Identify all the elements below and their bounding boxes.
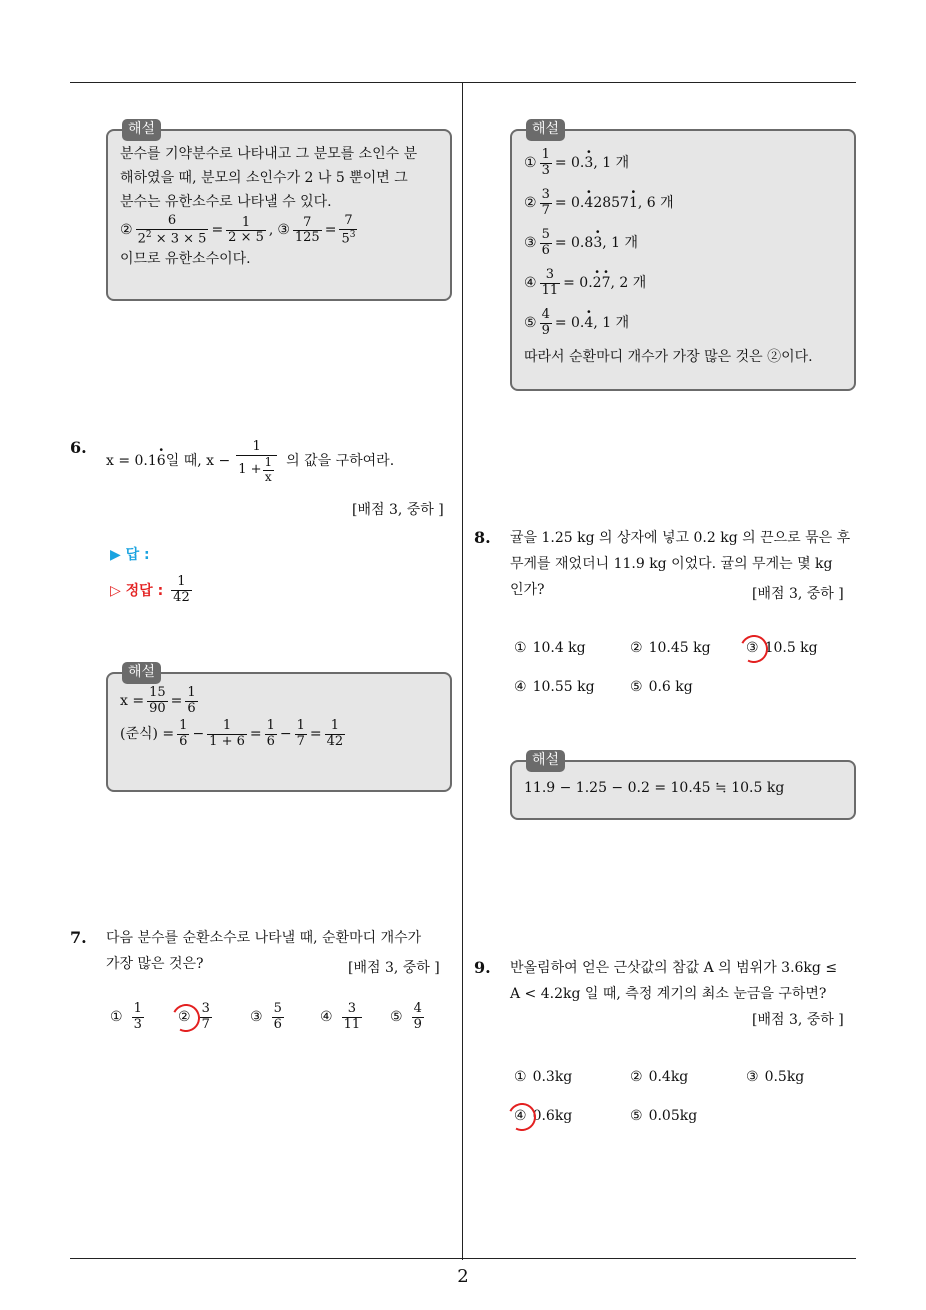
choice-mark: ① — [524, 154, 537, 171]
question-6-text: x = 0.1 6 · 일 때, x − 1 1 + $\frac{1}{x}$ 의 값을 구하여라. — [106, 440, 394, 485]
choice-option[interactable] — [320, 1002, 365, 1033]
explanation-tag: 해설 — [122, 119, 161, 141]
question-number: 8. — [474, 528, 491, 547]
choice-mark: ③ — [746, 640, 759, 656]
choice-option[interactable] — [514, 1069, 572, 1085]
choice-option[interactable] — [630, 640, 711, 656]
explanation-formula: ② $\frac{6}{2^2 \times 3 \times 5}$ = $\frac{1}{2 \times 5}$ , ③ $\frac{7}{125}$ = $\frac{7}{5^3}$ — [120, 213, 356, 247]
choice-option[interactable] — [514, 640, 586, 656]
choice-mark: ⑤ — [524, 314, 537, 331]
explanation-line: 분수는 유한소수로 나타낼 수 있다. — [120, 193, 332, 210]
question-score: [배점 3, 중하 ] — [752, 586, 844, 602]
fraction: $\frac{4}{9}$ — [413, 1001, 422, 1032]
column-divider — [462, 82, 463, 1260]
choice-text: 10.55 kg — [532, 679, 595, 695]
question-8-text: 귤을 1.25 kg 의 상자에 넣고 0.2 kg 의 끈으로 묶은 후 무게를 재었더니 11.9 kg 이었다. 귤의 무게는 몇 kg 인가? — [510, 530, 851, 598]
fraction: $\frac{4}{9}$ — [541, 306, 550, 338]
choice-mark: ① — [514, 640, 527, 656]
choice-option[interactable] — [746, 640, 818, 656]
choice-text: 0.6kg — [532, 1108, 573, 1124]
fraction: $\frac{1}{42}$ — [173, 574, 190, 605]
question-number: 6. — [70, 438, 87, 457]
decimal-row: ⑤ $\frac{4}{9}$ = 0. 4 · , 1 개 — [524, 303, 842, 343]
explanation-tag: 해설 — [526, 750, 565, 772]
choice-mark: ④ — [320, 1009, 333, 1026]
decimal-list — [524, 143, 842, 343]
choice-mark: ③ — [250, 1009, 263, 1026]
choice-mark: ② — [120, 222, 133, 239]
explanation-formula: 11.9 − 1.25 − 0.2 = 10.45 ≒ 10.5 kg — [524, 780, 785, 796]
choice-mark: ④ — [514, 679, 527, 695]
fraction: $\frac{3}{7}$ — [541, 186, 550, 218]
choice-option[interactable] — [110, 1002, 147, 1033]
question-score: [배점 3, 중하 ] — [352, 502, 444, 518]
decimal-row: ① $\frac{1}{3}$ = 0. 3 · , 1 개 — [524, 143, 842, 183]
explanation-tag: 해설 — [122, 662, 161, 684]
explanation-box-8 — [510, 752, 856, 820]
choice-mark: ① — [514, 1069, 527, 1085]
fraction: 1 1 + $\frac{1}{x}$ — [236, 440, 277, 485]
choice-mark: ⑤ — [630, 679, 643, 695]
explanation-box-7 — [510, 121, 856, 391]
choice-text: 10.5 kg — [764, 640, 818, 656]
choice-text: 0.4kg — [648, 1069, 689, 1085]
explanation-conclusion: 따라서 순환마디 개수가 가장 많은 것은 ②이다. — [524, 349, 813, 365]
fraction: $\frac{6}{2^2 \times 3 \times 5}$ — [137, 213, 207, 247]
choice-mark: ③ — [277, 222, 290, 239]
fraction: $\frac{5}{6}$ — [273, 1001, 282, 1032]
decimal-row: ③ $\frac{5}{6}$ = 0. 8 3 · , 1 개 — [524, 223, 842, 263]
question-number: 7. — [70, 928, 87, 947]
choice-mark: ② — [178, 1009, 191, 1026]
choice-option[interactable] — [746, 1069, 804, 1085]
explanation-formula: (준식) = $\frac{1}{6}$ − $\frac{1}{1 + 6}$ = $\frac{1}{6}$ − $\frac{1}{7}$ = $\frac{1}{42}$ — [120, 717, 344, 749]
question-9-text: 반올림하여 얻은 근삿값의 참값 A 의 범위가 3.6kg ≤ A < 4.2kg 일 때, 측정 계기의 최소 눈금을 구하면? — [510, 960, 838, 1002]
bottom-rule — [70, 1258, 856, 1259]
explanation-formula: x = $\frac{15}{90}$ = $\frac{1}{6}$ — [120, 685, 196, 716]
fraction: $\frac{1}{2 \times 5}$ — [228, 214, 264, 246]
fraction: $\frac{7}{125}$ — [294, 214, 320, 246]
choice-mark: ③ — [746, 1069, 759, 1085]
choice-mark: ② — [630, 640, 643, 656]
choice-option[interactable] — [630, 1069, 688, 1085]
choice-mark: ② — [630, 1069, 643, 1085]
choice-mark: ② — [524, 194, 537, 211]
fraction: $\frac{1}{3}$ — [133, 1001, 142, 1032]
question-7-text: 다음 분수를 순환소수로 나타낼 때, 순환마디 개수가 가장 많은 것은? — [106, 930, 422, 972]
question-score: [배점 3, 중하 ] — [752, 1012, 844, 1028]
explanation-box-5 — [106, 121, 452, 301]
question-number: 9. — [474, 958, 491, 977]
question-score: [배점 3, 중하 ] — [348, 960, 440, 976]
top-rule — [70, 82, 856, 83]
decimal-row: ② $\frac{3}{7}$ = 0. 4 · 2857 1 · , 6 개 — [524, 183, 842, 223]
fraction: $\frac{3}{11}$ — [541, 266, 559, 298]
choice-mark: ⑤ — [390, 1009, 403, 1026]
explanation-tag: 해설 — [526, 119, 565, 141]
fraction: $\frac{5}{6}$ — [541, 226, 550, 258]
choice-option[interactable] — [178, 1002, 215, 1033]
choice-option[interactable] — [390, 1002, 427, 1033]
choice-text: 0.05kg — [648, 1108, 698, 1124]
choice-option[interactable] — [630, 679, 693, 695]
choice-text: 10.45 kg — [648, 640, 711, 656]
page-number: 2 — [457, 1266, 469, 1287]
choice-text: 10.4 kg — [532, 640, 586, 656]
fraction: $\frac{1}{3}$ — [541, 146, 550, 178]
correct-answer-row: ▷ 정답 : $\frac{1}{42}$ — [110, 574, 190, 605]
choice-option[interactable] — [514, 679, 595, 695]
choice-mark: ① — [110, 1009, 123, 1026]
choice-mark: ⑤ — [630, 1108, 643, 1124]
choice-text: 0.6 kg — [648, 679, 693, 695]
explanation-line: 분수를 기약분수로 나타내고 그 분모를 소인수 분 — [120, 146, 418, 162]
choice-option[interactable] — [250, 1002, 287, 1033]
explanation-box-6 — [106, 664, 452, 792]
decimal-row: ④ $\frac{3}{11}$ = 0. 2 · 7 · , 2 개 — [524, 263, 842, 303]
choice-mark: ③ — [524, 234, 537, 251]
fraction: $\frac{3}{11}$ — [343, 1001, 361, 1032]
explanation-line: 해하였을 때, 분모의 소인수가 2 나 5 뿐이면 그 — [120, 169, 408, 186]
choice-mark: ④ — [514, 1108, 527, 1124]
choice-text: 0.3kg — [532, 1069, 573, 1085]
choice-text: 0.5kg — [764, 1069, 805, 1085]
choice-mark: ④ — [524, 274, 537, 291]
choice-option[interactable] — [514, 1108, 572, 1124]
choice-option[interactable] — [630, 1108, 697, 1124]
fraction: $\frac{7}{5^3}$ — [341, 213, 356, 247]
answer-input-row[interactable]: ▶ 답 : — [110, 547, 150, 563]
fraction: $\frac{3}{7}$ — [201, 1001, 210, 1032]
explanation-line: 이므로 유한소수이다. — [120, 250, 251, 267]
